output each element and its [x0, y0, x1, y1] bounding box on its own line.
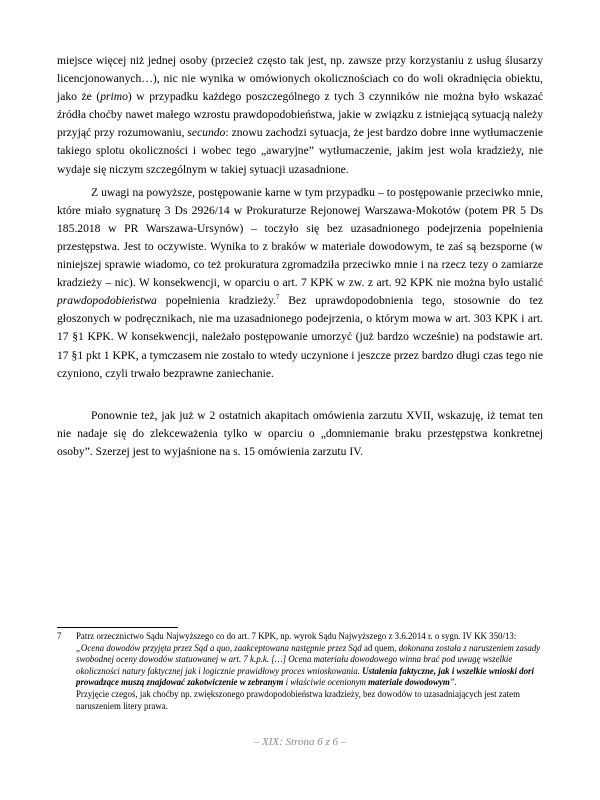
text-run: Patrz orzecznictwo Sądu Najwyższego co do art. 7 KPK, np. wyrok Sądu Najwyższego z 3.6.2014 r. o sygn. IV KK 350/13: [76, 631, 517, 641]
paragraph-2 [57, 184, 543, 383]
footnote-separator [57, 627, 178, 628]
text-run: ) w przypadku każdego poszczególnego z tych 3 czynników nie można było wskazać źródła choćby nawet małego wzrostu prawdopodobieństwa, jakie w związku z istniejącą sytuacją należy przyjąć przy rozumowaniu, [57, 90, 543, 140]
footnote-number: 7 [57, 631, 62, 641]
text-run: ad quem [363, 642, 395, 653]
paragraph-1 [57, 52, 543, 179]
text-run: Bez uprawdopodobnienia tego, stosownie do tez głoszonych w podręcznikach, nie ma uzasadnionego podejrzenia, o którym mowa w art. 303 KPK i art. 17 §1 KPK. W konsekwencji, należało postępowanie umorzyć (już bardzo wcześnie) na podstawie art. 17 §1 pkt 1 KPK, a tymczasem nie zostało to wtedy uczynione i jeszcze przez bardzo długi czas tego nie czyniono, czyli trwało bezprawne zaniechanie. [57, 294, 543, 380]
footnote-line-2: Przyjęcie czegoś, jak choćby np. zwiększonego prawdopodobieństwa kradzieży, bez dowodów to uzasadniających jest zatem naruszeniem litery prawa. [76, 688, 520, 711]
footnote-7 [57, 631, 543, 712]
text-run: popełnienia kradzieży. [156, 294, 276, 308]
text-run: Ponownie też, jak już w 2 ostatnich akapitach omówienia zarzutu XVII, wskazuję, iż temat ten nie nadaje się do zlekceważenia tylko w oparciu o „domniemanie braku przestępstwa konkretnej osoby”. Szerzej jest to wyjaśnione na s. 15 omówienia zarzutu IV. [57, 408, 543, 458]
footnote-body [76, 631, 543, 712]
italic-run: i właściwie ocenionym [283, 677, 369, 688]
footnote-line-1 [76, 631, 543, 689]
italic-run: ”. [449, 677, 457, 688]
text-run: Z uwagi na powyższe, postępowanie karne w tym przypadku – to postępowanie przeciwko mnie, które miało sygnaturę 3 Ds 2926/14 w Prokuraturze Rejonowej Warszawa-Mokotów (potem PR 5 Ds 185.2018 w PR Warszawa-Ursynów) – toczyło się bez uzasadnionego podejrzenia popełnienia przestępstwa. Jest to oczywiste. Wynika to z braków w materiale dowodowym, te zaś są bezsporne (w niniejszej sprawie wiadomo, co też prokuratura zgromadziła przeciwko mnie i na rzecz tezy o zamiarze kradzieży – nic). W konsekwencji, w oparciu o art. 7 KPK w zw. z art. 92 KPK nie można było ustalić [57, 185, 543, 290]
bold-italic-run: Ustalenia faktyczne, jak i wszelkie wnioski dori prowadzące muszą znajdować zakotwiczenie w zebranym [76, 665, 534, 688]
italic-run: prawdopodobieństwa [57, 294, 157, 308]
italic-run: primo [100, 90, 128, 104]
bold-italic-run: materiale dowodowym [368, 677, 450, 688]
footnote-reference[interactable]: 7 [275, 293, 280, 302]
body-text [57, 52, 543, 461]
text-run: : znowu zachodzi sytuacja, że jest bardzo dobre inne wytłumaczenie takiego splotu okoliczności i wobec tego „awaryjne” wytłumaczenie, jakim jest wola kradzieży, nie wydaje się niczym szczególnym w takiej sytuacji uzasadnione. [57, 126, 544, 176]
italic-run: secundo [187, 126, 226, 140]
page-footer: – XIX: Strona 6 z 6 – [253, 736, 347, 748]
italic-run: , dokonana została z naruszeniem zasady swobodnej oceny dowodów statuowanej w art. 7 k.p.k. […] Ocena materiału dowodowego winna brać pod uwagę wszelkie okoliczności natury faktycznej jak i logicznie prawidłowy proces wnioskowania. [76, 642, 541, 676]
text-run: miejsce więcej niż jednej osoby (przecież często tak jest, np. zawsze przy korzystaniu z usług ślusarzy licencjonowanych…), nic nie wynika w omówionych okolicznościach co do woli okradnięcia obiektu, jako że ( [57, 54, 543, 104]
italic-run: „Ocena dowodów przyjęta przez Sąd a quo, zaakceptowana następnie przez Sąd [76, 642, 364, 653]
paragraph-3 [57, 407, 543, 461]
